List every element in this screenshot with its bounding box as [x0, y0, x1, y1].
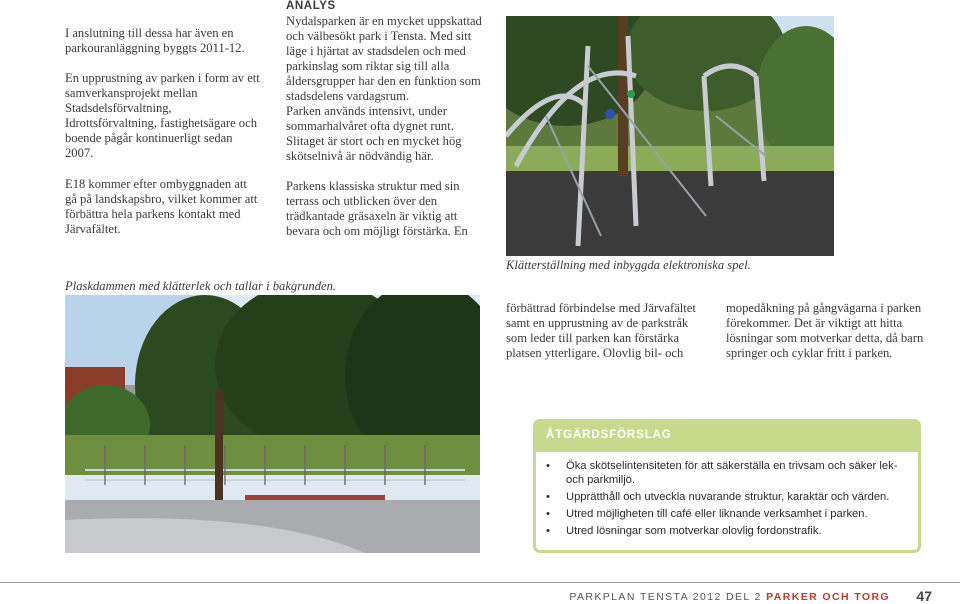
measure-item: • Öka skötselintensiteten för att säkerställa en trivsam och säker lek- och parkmiljö. [546, 459, 914, 487]
measure-item: • Utred möjligheten till café eller liknande verksamhet i parken. [546, 507, 914, 521]
footer-section: PARKER OCH TORG [766, 591, 890, 603]
footer-label [569, 591, 890, 603]
analys-heading: ANALYS [286, 0, 336, 12]
intro-paragraph-upgrade: En upprustning av parken i form av ett samverkansprojekt mellan Stadsdelsförvaltning, Idrottsförvaltning, fastighetsägare och boende pågår kontinuerligt sedan 2007. [65, 71, 260, 160]
right-paragraph-col-1: förbättrad förbindelse med Järvafältet samt en upprustning av de parkstråk som leder till parken kan förstärka platsen ytterligare. Olovlig bil- och [506, 301, 696, 360]
measure-item: • Upprätthåll och utveckla nuvarande struktur, karaktär och värden. [546, 490, 914, 504]
measure-item: • Utred lösningar som motverkar olovlig fordonstrafik. [546, 524, 914, 538]
analys-paragraph-1: Nydalsparken är en mycket uppskattad och välbesökt park i Tensta. Med sitt läge i hjärtat av stadsdelen och med parkinslag som riktar sig till alla åldersgrupper har den en funktion som stadsdelens vardagsrum. [286, 14, 482, 103]
splash-pool-caption: Plaskdammen med klätterlek och tallar i bakgrunden. [65, 279, 337, 293]
intro-paragraph-parkour: I anslutning till dessa har även en parkouranläggning byggts 2011-12. [65, 26, 245, 55]
analys-paragraph-2: Parken används intensivt, under sommarhalvåret ofta dygnet runt. [286, 104, 454, 133]
climbing-frame-caption: Klätterställning med inbyggda elektroniska spel. [506, 258, 751, 272]
right-paragraph-col-2: mopedåkning på gångvägarna i parken förekommer. Det är viktigt att hitta lösningar som motverkar detta, då barn springer och cyklar fritt i parken. [726, 301, 924, 360]
footer-publication: PARKPLAN TENSTA 2012 DEL 2 [569, 591, 762, 603]
measures-title: ÅTGÄRDSFÖRSLAG [546, 429, 672, 441]
footer-divider [0, 582, 960, 583]
analys-paragraph-3: Slitaget är stort och en mycket hög skötselnivå är nödvändig här. [286, 134, 462, 163]
intro-paragraph-e18: E18 kommer efter ombyggnaden att gå på landskapsbro, vilket kommer att förbättra hela parkens kontakt med Järvafältet. [65, 177, 258, 236]
climbing-frame-photo [506, 16, 834, 256]
measures-list [546, 459, 914, 541]
page-number: 47 [916, 588, 932, 604]
analys-paragraph-4: Parkens klassiska struktur med sin terrass och utblicken över den trädkantade gräsaxeln är viktig att bevara och om möjligt förstärka. En [286, 179, 468, 238]
splash-pool-photo [65, 295, 480, 553]
